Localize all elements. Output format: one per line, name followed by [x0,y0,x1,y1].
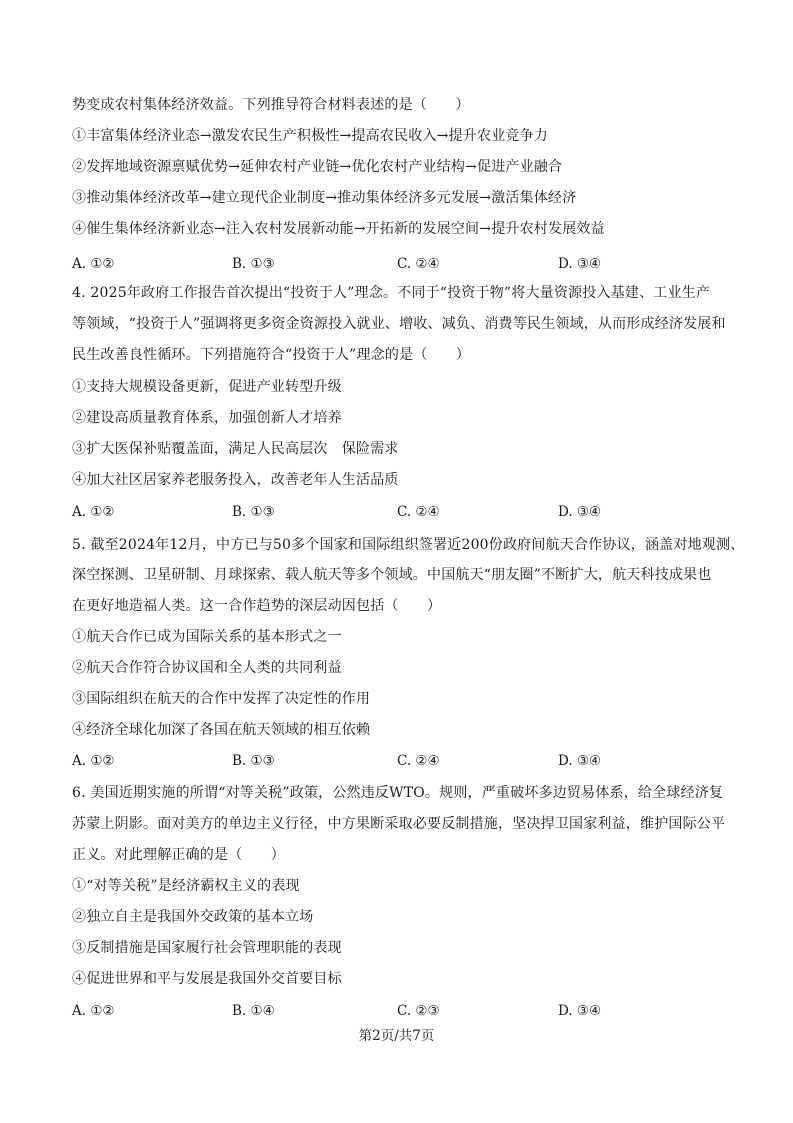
q3-item-3: ③推动集体经济改革→建立现代企业制度→推动集体经济多元发展→激活集体经济 [72,190,577,206]
q5-options [72,752,752,770]
q6-item-3: ③反制措施是国家履行社会管理职能的表现 [72,940,342,956]
q4-options [72,503,752,521]
q4-stem-line-2: 等领域，“投资于人”强调将更多资金资源投入就业、增收、减负、消费等民生领域，从而形成经济发展和 [72,316,726,332]
q6-option-d: D. ③④ [558,1003,602,1019]
q6-stem-line-3: 正义。对此理解正确的是（ ） [72,847,285,863]
q5-option-b: B. ①③ [232,753,275,769]
q3-options [72,255,752,273]
q3-item-2: ②发挥地域资源禀赋优势→延伸农村产业链→优化农村产业结构→促进产业融合 [72,159,563,175]
q6-item-2: ②独立自主是我国外交政策的基本立场 [72,909,314,925]
q6-options [72,1002,752,1020]
q4-option-c: C. ②④ [397,504,440,520]
q6-item-1: ①“对等关税”是经济霸权主义的表现 [72,878,300,894]
page-number-footer: 第2页/共7页 [358,1028,435,1044]
q4-item-2: ②建设高质量教育体系，加强创新人才培养 [72,410,342,426]
q6-option-a: A. ①② [72,1003,115,1019]
q3-stem-tail: 势变成农村集体经济效益。下列推导符合材料表述的是（ ） [72,97,470,113]
q3-option-b: B. ①③ [232,256,275,272]
q4-item-4: ④加大社区居家养老服务投入，改善老年人生活品质 [72,472,399,488]
q6-option-c: C. ②③ [397,1003,440,1019]
q5-option-d: D. ③④ [558,753,602,769]
q5-option-c: C. ②④ [397,753,440,769]
q6-option-b: B. ①④ [232,1003,275,1019]
q4-stem-line-1: 4. 2025年政府工作报告首次提出“投资于人”理念。不同于“投资于物”将大量资源投入基建、工业生产 [72,285,711,301]
q5-item-4: ④经济全球化加深了各国在航天领域的相互依赖 [72,722,371,738]
q5-item-1: ①航天合作已成为国际关系的基本形式之一 [72,629,342,645]
q5-stem-line-1: 5. 截至2024年12月，中方已与50多个国家和国际组织签署近200份政府间航天合作协议，涵盖对地观测、 [72,537,745,553]
q6-stem-line-2: 苏蒙上阴影。面对美方的单边主义行径，中方果断采取必要反制措施，坚决捍卫国家利益，维护国际公平 [72,816,726,832]
q4-item-1: ①支持大规模设备更新，促进产业转型升级 [72,379,342,395]
q3-item-4: ④催生集体经济新业态→注入农村发展新动能→开拓新的发展空间→提升农村发展效益 [72,221,605,237]
q5-item-2: ②航天合作符合协议国和全人类的共同利益 [72,660,342,676]
q4-option-a: A. ①② [72,504,115,520]
q5-stem-line-3: 在更好地造福人类。这一合作趋势的深层动因包括（ ） [72,598,442,614]
q4-stem-line-3: 民生改善良性循环。下列措施符合“投资于人”理念的是（ ） [72,347,471,363]
q3-option-d: D. ③④ [558,256,602,272]
q4-option-d: D. ③④ [558,504,602,520]
q5-option-a: A. ①② [72,753,115,769]
q6-stem-line-1: 6. 美国近期实施的所谓“对等关税”政策，公然违反WTO。规则，严重破坏多边贸易体系，给全球经济复 [72,785,724,801]
q3-option-a: A. ①② [72,256,115,272]
q5-item-3: ③国际组织在航天的合作中发挥了决定性的作用 [72,691,371,707]
q6-item-4: ④促进世界和平与发展是我国外交首要目标 [72,971,342,987]
q4-item-3: ③扩大医保补贴覆盖面，满足人民高层次 保险需求 [72,441,399,457]
q3-option-c: C. ②④ [397,256,440,272]
q5-stem-line-2: 深空探测、卫星研制、月球探索、载人航天等多个领域。中国航天“朋友圈”不断扩大，航天科技成果也 [72,567,712,583]
q3-item-1: ①丰富集体经济业态→激发农民生产积极性→提高农民收入→提升农业竞争力 [72,128,548,144]
q4-option-b: B. ①③ [232,504,275,520]
